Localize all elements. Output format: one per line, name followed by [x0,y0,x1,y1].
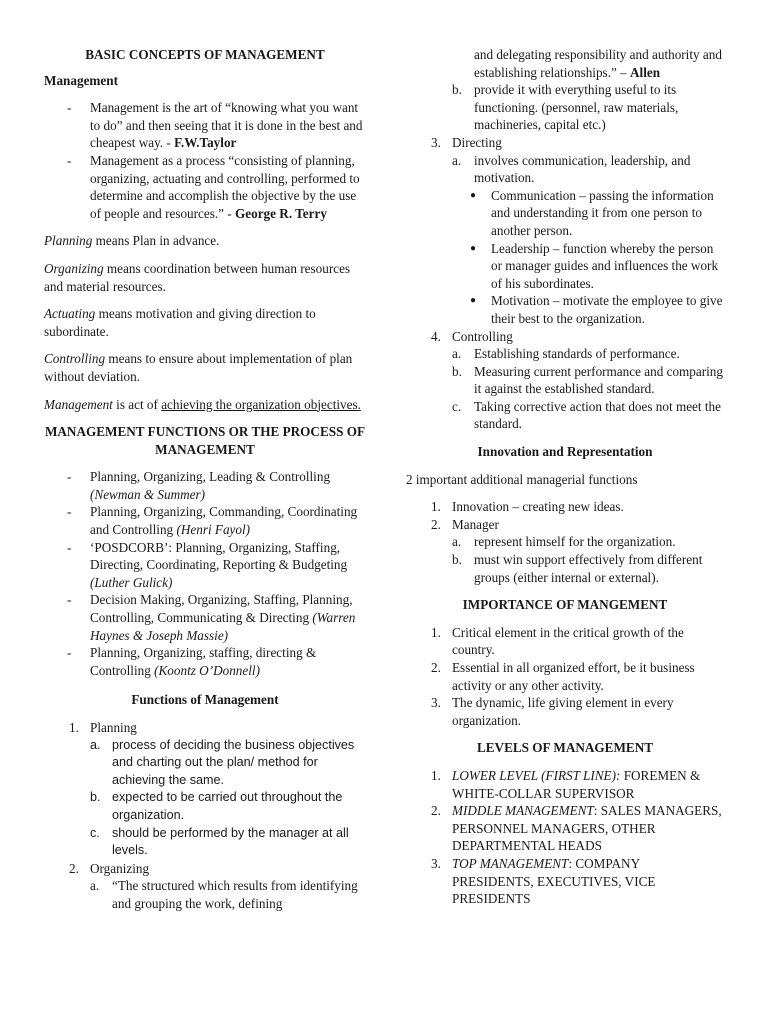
importance-heading: IMPORTANCE OF MANGEMENT [462,597,668,613]
bullet-dot: ● [470,189,477,201]
dash-marker: - [67,100,72,116]
functions-of-management-heading: Functions of Management [131,692,279,708]
term-actuating: Actuating means motivation and giving direction to subordinate. [44,306,316,339]
organizing-sub-b: b. provide it with everything useful to its functioning. (personnel, raw materials, machineries, capital etc.) [452,82,679,133]
controlling-sub-b: b. Measuring current performance and comparing it against the established standard. [452,363,723,397]
directing-sub-a: a. involves communication, leadership, and motivation. [452,152,691,186]
innovation-heading: Innovation and Representation [477,444,653,460]
functions-heading: MANAGEMENT FUNCTIONS OR THE PROCESS OF MANAGEMENT [44,424,366,457]
page-title: BASIC CONCEPTS OF MANAGEMENT [85,47,325,62]
planning-sub-c: c. should be performed by the manager at all levels. [90,825,349,858]
manager-sub-b: b. must win support effectively from different groups (either internal or external). [452,552,703,585]
function-item: - Planning, Organizing, Leading & Controlling (Newman & Summer) [67,469,331,502]
organizing-sub-a: a. “The structured which results from identifying and grouping the work, defining [90,878,358,911]
directing-item: 3. Directing [431,134,502,150]
bullet-dot: ● [470,242,477,254]
function-item: - Decision Making, Organizing, Staffing, Planning, Controlling, Communicating & Directing (Warren Haynes & Joseph Massie) [67,592,356,643]
directing-bullet: ● Leadership – function whereby the person or manager guides and influences the work of his subordinates. [470,240,719,291]
term-controlling: Controlling means to ensure about implementation of plan without deviation. [44,351,353,384]
importance-item: 2. Essential in all organized effort, be it business activity or any other activity. [431,660,695,693]
planning-item: 1. Planning [69,720,137,735]
term-management: Management is act of achieving the organization objectives. [44,396,361,412]
organizing-item: 2. Organizing [69,860,150,876]
level-item: 1. LOWER LEVEL (FIRST LINE): FOREMEN & WHITE-COLLAR SUPERVISOR [431,767,701,801]
importance-item: 3. The dynamic, life giving element in every organization. [431,695,674,728]
management-heading: Management [44,72,118,88]
controlling-item: 4. Controlling [431,328,513,344]
bullet-dot: ● [470,295,477,307]
function-item: - Planning, Organizing, staffing, directing & Controlling (Koontz O’Donnell) [67,645,317,678]
dash-marker: - [67,152,72,168]
term-planning: Planning means Plan in advance. [44,233,220,249]
definition-terry: - Management as a process “consisting of planning, organizing, actuating and controlling, performed to determine and accomplish the objective by the use of people and resources.” - George R. Terry [67,152,360,221]
manager-sub-a: a. represent himself for the organization. [452,534,676,550]
importance-item: 1. Critical element in the critical growth of the country. [431,624,684,658]
definition-taylor: - Management is the art of “knowing what you want to do” and then seeing that it is done in the best and cheapest way. - F.W.Taylor [67,100,363,151]
organizing-sub-a-continued: and delegating responsibility and authority and establishing relationships.” – Allen [474,47,722,80]
directing-bullet: ● Communication – passing the information and understanding it from one person to another person. [470,187,714,238]
directing-bullet: ● Motivation – motivate the employee to give their best to the organization. [470,293,723,326]
planning-sub-b: b. expected to be carried out throughout the organization. [90,790,343,822]
left-column [44,46,366,913]
controlling-sub-c: c. Taking corrective action that does not meet the standard. [452,398,721,432]
function-item: - ‘POSDCORB’: Planning, Organizing, Staffing, Directing, Coordinating, Reporting & Budgeting (Luther Gulick) [67,539,348,590]
innovation-item: 1. Innovation – creating new ideas. [431,499,624,515]
controlling-sub-a: a. Establishing standards of performance. [452,346,680,362]
right-column [406,46,724,908]
function-item: - Planning, Organizing, Commanding, Coordinating and Controlling (Henri Fayol) [67,504,358,538]
level-item: 2. MIDDLE MANAGEMENT: SALES MANAGERS, PERSONNEL MANAGERS, OTHER DEPARTMENTAL HEADS [431,803,722,854]
levels-heading: LEVELS OF MANAGEMENT [476,740,654,756]
planning-sub-a: a. process of deciding the business objectives and charting out the plan/ method for achieving the same. [90,737,355,787]
term-organizing: Organizing means coordination between human resources and material resources. [44,260,351,294]
level-item: 3. TOP MANAGEMENT: COMPANY PRESIDENTS, EXECUTIVES, VICE PRESIDENTS [431,855,656,907]
manager-item: 2. Manager [431,516,499,532]
innovation-intro: 2 important additional managerial functions [406,471,638,487]
